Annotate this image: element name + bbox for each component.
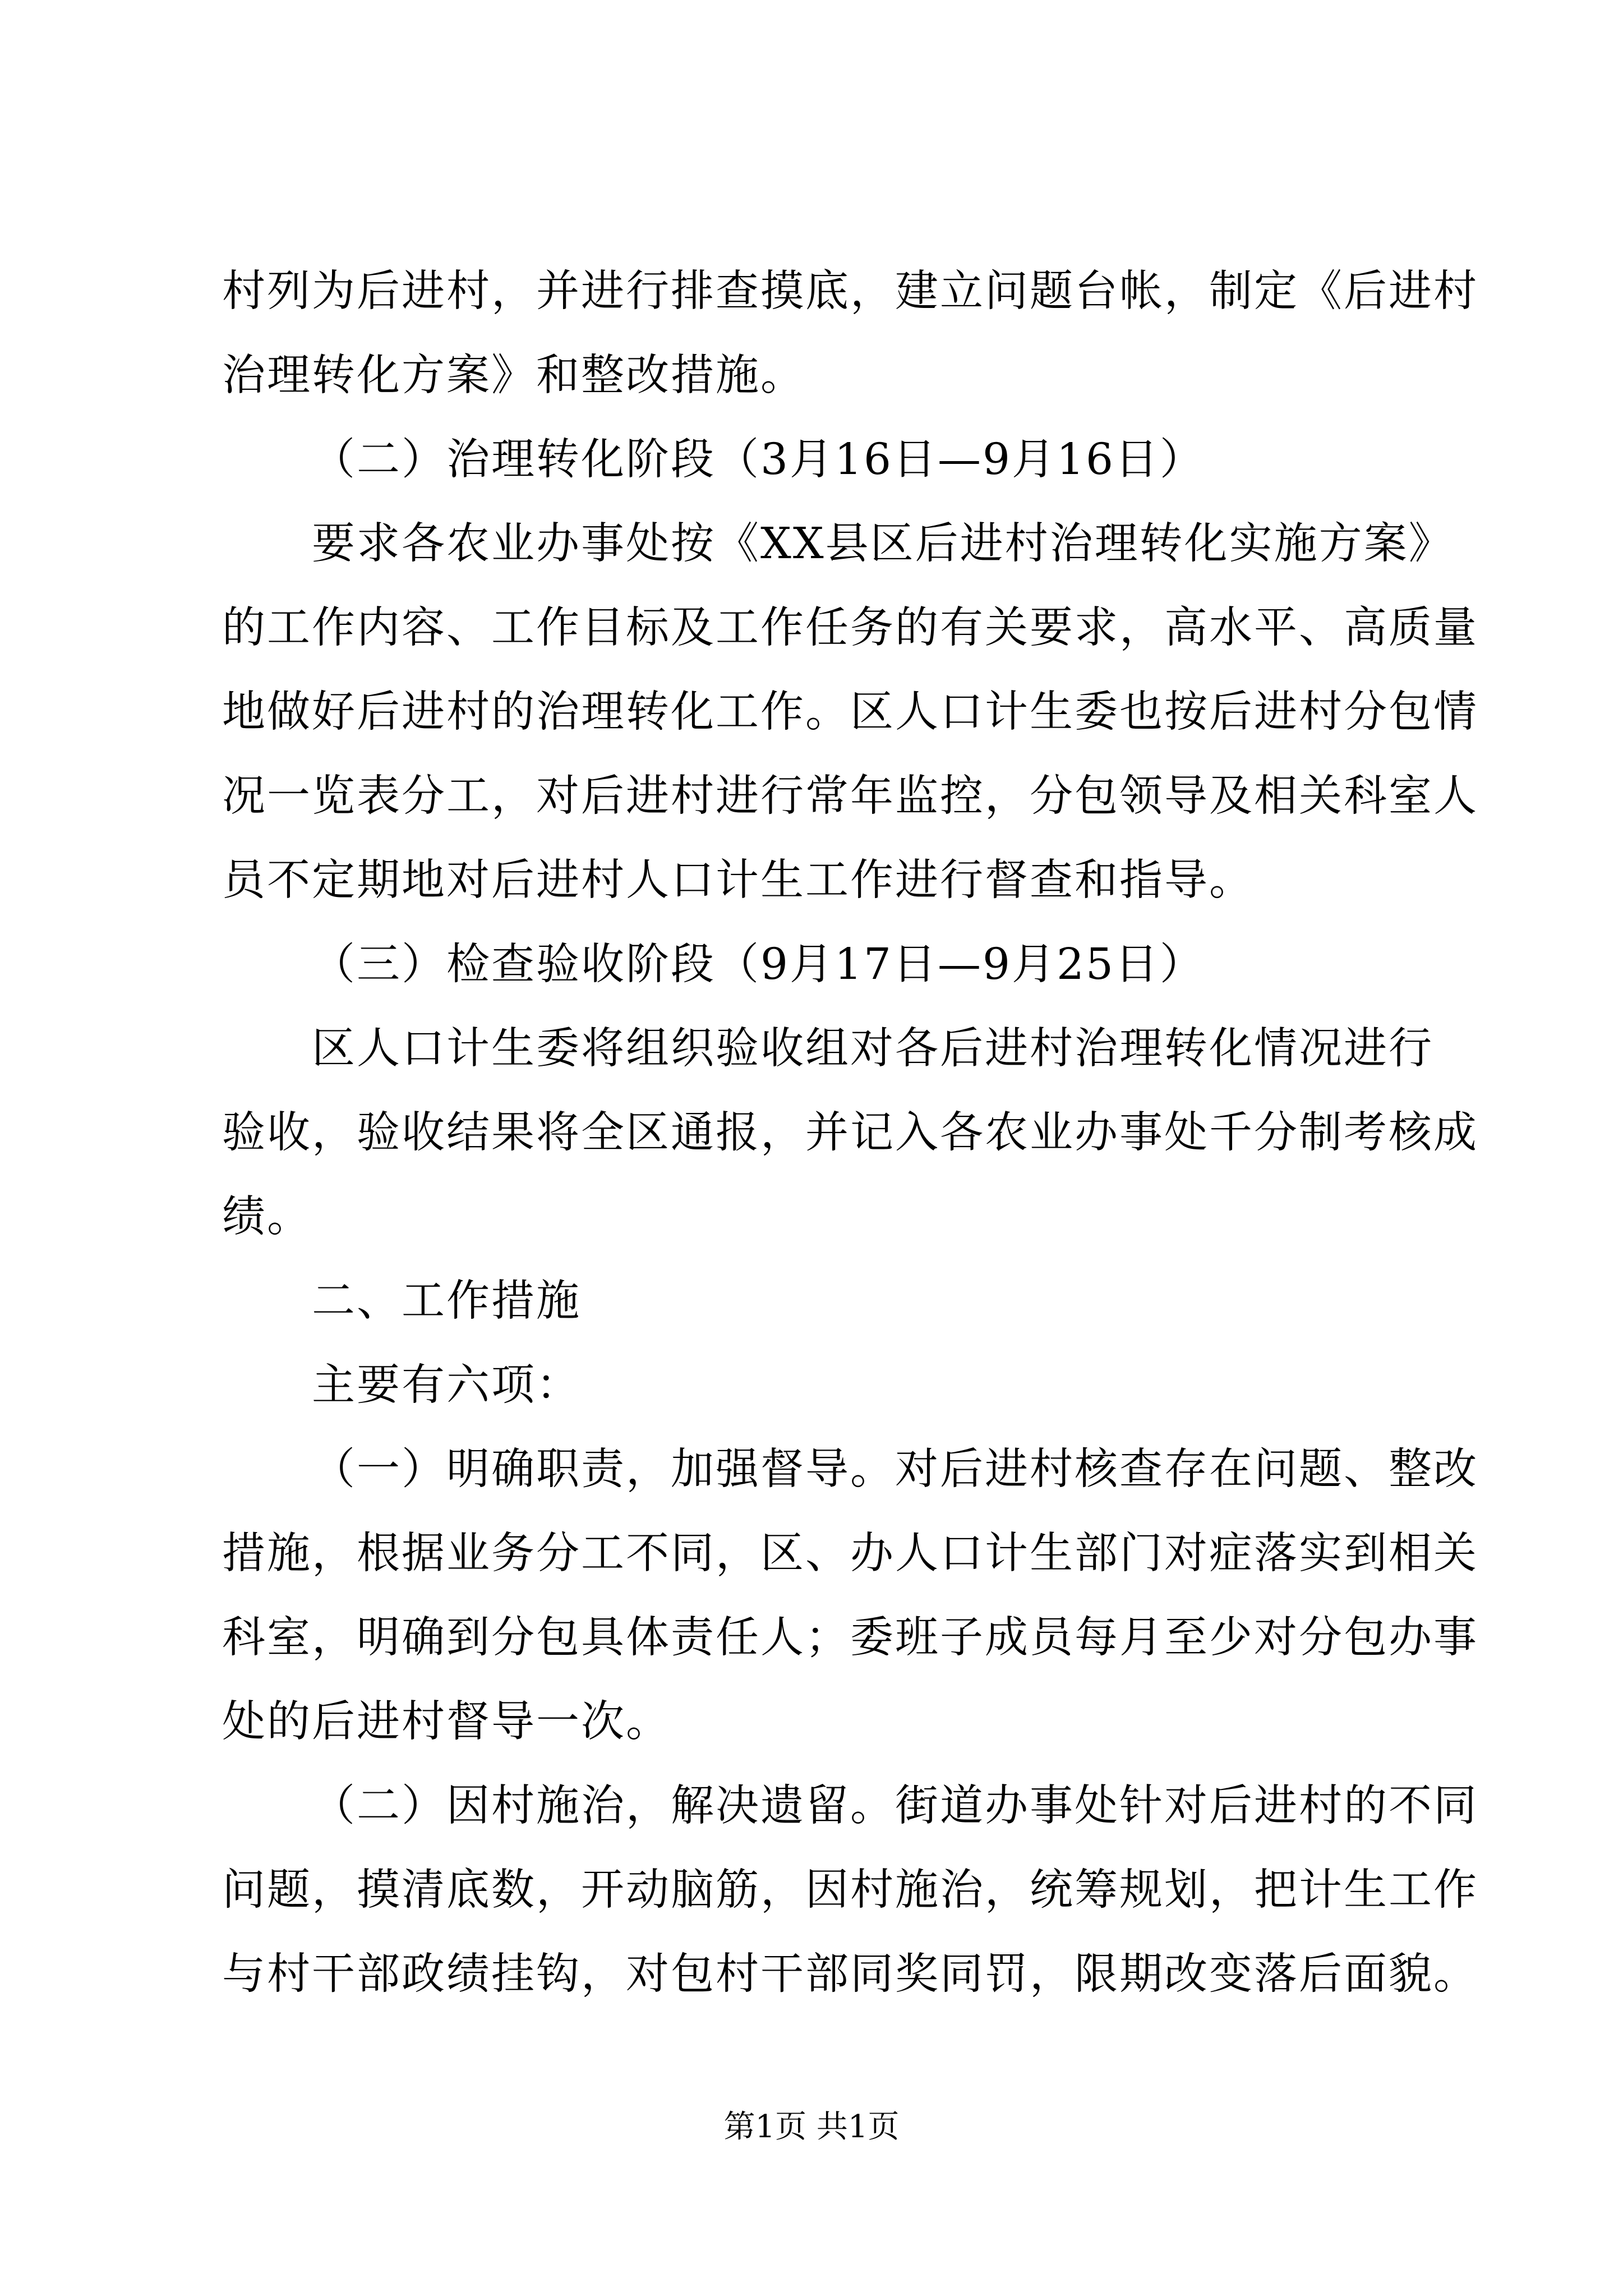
text-line: 治理转化方案》和整改措施。 bbox=[222, 351, 805, 401]
text-line: 员不定期地对后进村人口计生工作进行督查和指导。 bbox=[222, 855, 1254, 905]
text-line: 问题，摸清底数，开动脑筋，因村施治，统筹规划，把计生工作 bbox=[222, 1865, 1478, 1915]
text-line: 绩。 bbox=[222, 1192, 312, 1242]
section-heading: （二）治理转化阶段（3月16日—9月16日） bbox=[312, 435, 1205, 485]
text-line: 要求各农业办事处按《XX县区后进村治理转化实施方案》 bbox=[312, 519, 1454, 569]
text-line: 的工作内容、工作目标及工作任务的有关要求，高水平、高质量 bbox=[222, 603, 1478, 653]
text-line: （一）明确职责，加强督导。对后进村核查存在问题、整改 bbox=[312, 1444, 1478, 1494]
page-footer: 第1页 共1页 bbox=[723, 2109, 900, 2145]
text-line: 处的后进村督导一次。 bbox=[222, 1697, 671, 1747]
section-heading: 二、工作措施 bbox=[312, 1276, 581, 1326]
text-line: 村列为后进村，并进行排查摸底，建立问题台帐，制定《后进村 bbox=[222, 266, 1478, 316]
text-line: 地做好后进村的治理转化工作。区人口计生委也按后进村分包情 bbox=[222, 687, 1478, 737]
text-line: 区人口计生委将组织验收组对各后进村治理转化情况进行 bbox=[312, 1024, 1433, 1074]
text-line: （二）因村施治，解决遗留。街道办事处针对后进村的不同 bbox=[312, 1781, 1478, 1831]
section-heading: （三）检查验收阶段（9月17日—9月25日） bbox=[312, 940, 1205, 990]
text-line: 主要有六项： bbox=[312, 1360, 581, 1410]
text-line: 况一览表分工，对后进村进行常年监控，分包领导及相关科室人 bbox=[222, 771, 1478, 821]
text-line: 科室，明确到分包具体责任人；委班子成员每月至少对分包办事 bbox=[222, 1613, 1478, 1663]
text-line: 与村干部政绩挂钩，对包村干部同奖同罚，限期改变落后面貌。 bbox=[222, 1949, 1478, 1999]
text-line: 验收，验收结果将全区通报，并记入各农业办事处千分制考核成 bbox=[222, 1108, 1478, 1158]
text-line: 措施，根据业务分工不同，区、办人口计生部门对症落实到相关 bbox=[222, 1529, 1478, 1579]
